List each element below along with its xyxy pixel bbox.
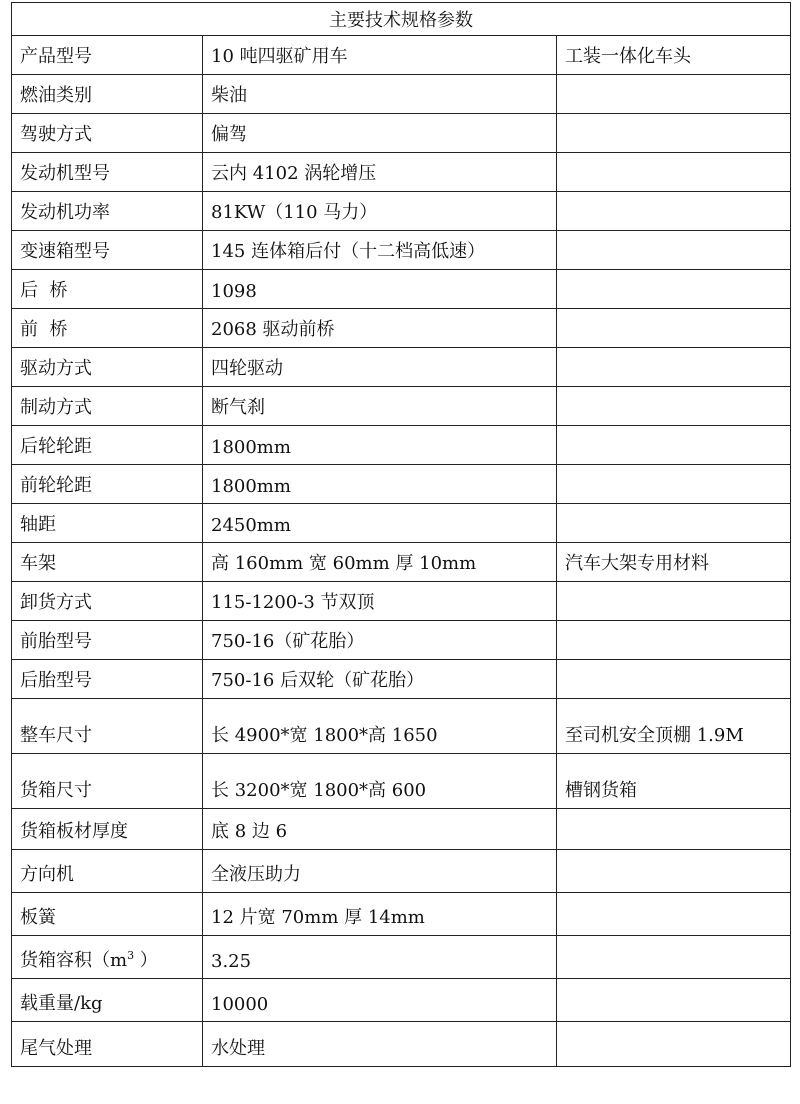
row-note — [557, 1022, 791, 1067]
row-value: 145 连体箱后付（十二档高低速） — [203, 231, 557, 270]
row-label: 燃油类别 — [12, 75, 203, 114]
table-row — [12, 75, 791, 114]
table-row — [12, 426, 791, 465]
row-note — [557, 936, 791, 979]
volume-label: 货箱容积（m — [20, 950, 128, 971]
row-label: 车架 — [12, 543, 203, 582]
row-note — [557, 75, 791, 114]
table-row — [12, 114, 791, 153]
table-row — [12, 465, 791, 504]
table-row — [12, 387, 791, 426]
row-label: 货箱板材厚度 — [12, 809, 203, 850]
table-row — [12, 893, 791, 936]
row-label: 载重量/kg — [12, 979, 203, 1022]
row-value: 柴油 — [203, 75, 557, 114]
row-label: 发动机功率 — [12, 192, 203, 231]
row-note — [557, 621, 791, 660]
row-label: 前胎型号 — [12, 621, 203, 660]
row-label: 前轮轮距 — [12, 465, 203, 504]
row-value: 1800mm — [203, 426, 557, 465]
row-note — [557, 504, 791, 543]
table-row — [12, 270, 791, 309]
row-note — [557, 809, 791, 850]
row-note — [557, 979, 791, 1022]
row-label: 卸货方式 — [12, 582, 203, 621]
row-value: 长 3200*宽 1800*高 600 — [203, 754, 557, 809]
table-row — [12, 582, 791, 621]
row-value: 2450mm — [203, 504, 557, 543]
row-label: 方向机 — [12, 850, 203, 893]
table-row — [12, 153, 791, 192]
row-value: 高 160mm 宽 60mm 厚 10mm — [203, 543, 557, 582]
row-value: 长 4900*宽 1800*高 1650 — [203, 699, 557, 754]
row-label: 后 桥 — [12, 270, 203, 309]
row-value: 四轮驱动 — [203, 348, 557, 387]
row-label: 后胎型号 — [12, 660, 203, 699]
row-note — [557, 309, 791, 348]
row-value: 750-16 后双轮（矿花胎） — [203, 660, 557, 699]
table-row — [12, 660, 791, 699]
row-note — [557, 387, 791, 426]
row-label: 轴距 — [12, 504, 203, 543]
row-note: 至司机安全顶棚 1.9M — [557, 699, 791, 754]
table-row — [12, 754, 791, 809]
row-label: 前 桥 — [12, 309, 203, 348]
title-row — [12, 3, 791, 36]
table-title: 主要技术规格参数 — [12, 3, 791, 36]
row-value: 云内 4102 涡轮增压 — [203, 153, 557, 192]
row-label: 后轮轮距 — [12, 426, 203, 465]
row-note — [557, 192, 791, 231]
row-note — [557, 893, 791, 936]
table-row — [12, 1022, 791, 1067]
spec-table — [11, 2, 791, 1067]
row-note: 槽钢货箱 — [557, 754, 791, 809]
row-value: 水处理 — [203, 1022, 557, 1067]
row-value: 115-1200-3 节双顶 — [203, 582, 557, 621]
row-value: 750-16（矿花胎） — [203, 621, 557, 660]
row-note — [557, 660, 791, 699]
table-row — [12, 348, 791, 387]
row-label — [12, 936, 203, 979]
row-label: 变速箱型号 — [12, 231, 203, 270]
row-label: 驾驶方式 — [12, 114, 203, 153]
table-row — [12, 192, 791, 231]
row-label: 尾气处理 — [12, 1022, 203, 1067]
row-note: 汽车大架专用材料 — [557, 543, 791, 582]
table-row — [12, 936, 791, 979]
row-note — [557, 850, 791, 893]
row-value: 3.25 — [203, 936, 557, 979]
table-row — [12, 231, 791, 270]
row-note — [557, 231, 791, 270]
table-row — [12, 979, 791, 1022]
row-value: 12 片宽 70mm 厚 14mm — [203, 893, 557, 936]
row-label: 货箱尺寸 — [12, 754, 203, 809]
row-note — [557, 582, 791, 621]
row-value: 偏驾 — [203, 114, 557, 153]
table-row — [12, 621, 791, 660]
row-note: 工装一体化车头 — [557, 36, 791, 75]
table-row — [12, 850, 791, 893]
row-note — [557, 348, 791, 387]
row-value: 10 吨四驱矿用车 — [203, 36, 557, 75]
row-label: 板簧 — [12, 893, 203, 936]
table-row — [12, 699, 791, 754]
row-value: 断气刹 — [203, 387, 557, 426]
table-row — [12, 36, 791, 75]
table-row — [12, 543, 791, 582]
row-note — [557, 426, 791, 465]
volume-label-close: ） — [134, 950, 158, 971]
row-value: 2068 驱动前桥 — [203, 309, 557, 348]
row-value: 10000 — [203, 979, 557, 1022]
row-value: 1098 — [203, 270, 557, 309]
row-label: 发动机型号 — [12, 153, 203, 192]
row-value: 底 8 边 6 — [203, 809, 557, 850]
row-note — [557, 270, 791, 309]
row-value: 1800mm — [203, 465, 557, 504]
row-label: 驱动方式 — [12, 348, 203, 387]
row-label: 产品型号 — [12, 36, 203, 75]
row-value: 全液压助力 — [203, 850, 557, 893]
row-label: 制动方式 — [12, 387, 203, 426]
row-value: 81KW（110 马力） — [203, 192, 557, 231]
row-note — [557, 465, 791, 504]
row-note — [557, 114, 791, 153]
row-label: 整车尺寸 — [12, 699, 203, 754]
cubic-superscript: 3 — [127, 949, 135, 962]
table-row — [12, 809, 791, 850]
table-row — [12, 309, 791, 348]
table-row — [12, 504, 791, 543]
row-note — [557, 153, 791, 192]
